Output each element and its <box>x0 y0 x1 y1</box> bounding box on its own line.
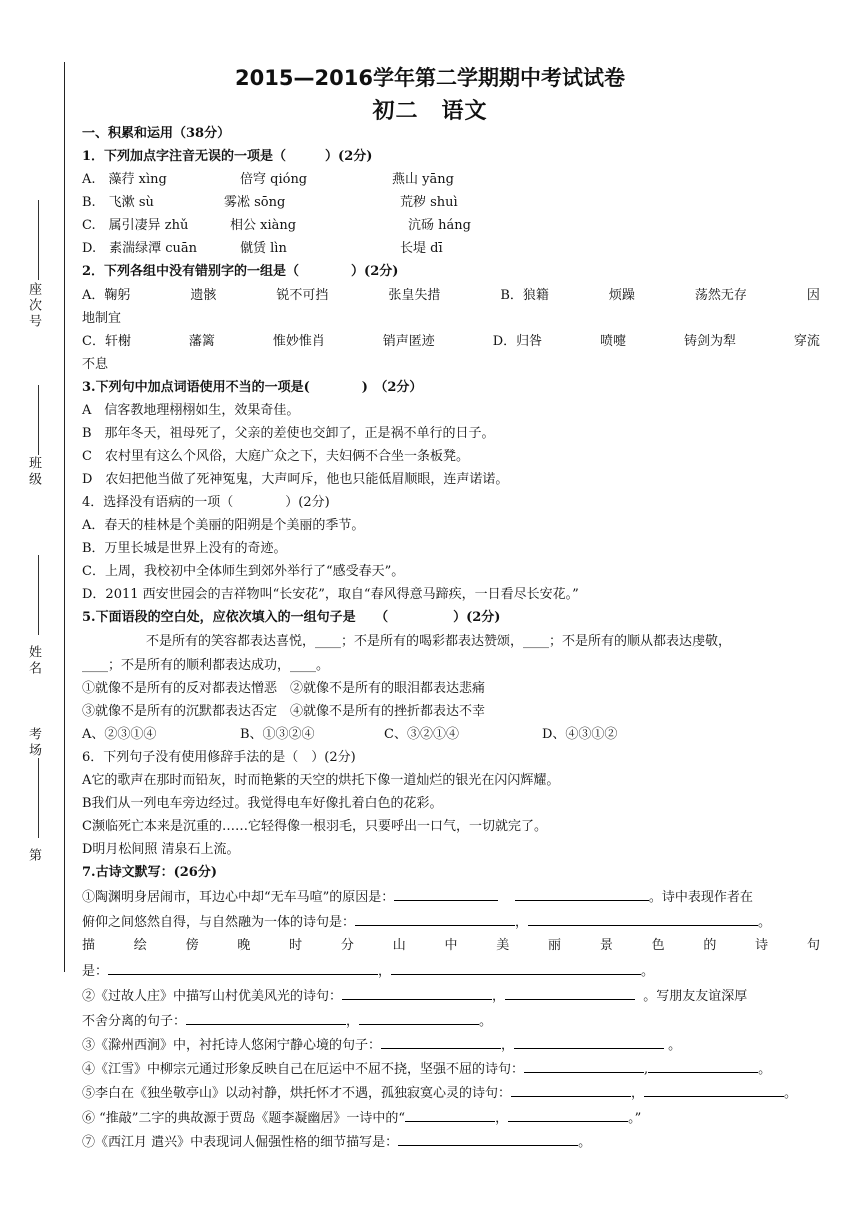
q1-a-1: A. 藻荇 xìng <box>82 172 167 187</box>
q7-line-2: 俯仰之间悠然自得，与自然融为一体的诗句是： ， 。 <box>82 912 820 932</box>
q7-l2-prompt: 俯仰之间悠然自得，与自然融为一体的诗句是： <box>82 915 356 930</box>
q7-line-7: ③《滁州西涧》中，衬托诗人悠闲宁静心境的句子： ， 。 <box>82 1035 820 1055</box>
q2-item: 遗骸 <box>190 288 217 303</box>
q7-l7-prompt: ③《滁州西涧》中，衬托诗人悠闲宁静心境的句子： <box>82 1038 382 1053</box>
q5-paragraph-1: 不是所有的笑容都表达喜悦，____；不是所有的喝彩都表达赞颂，____；不是所有的顺从都表达虔敬， <box>146 634 732 649</box>
q4-option-a: A．春天的桂林是个美丽的阳朔是个美丽的季节。 <box>82 518 365 533</box>
q7-l5-prompt: ②《过故人庄》中描写山村优美风光的诗句： <box>82 989 343 1004</box>
spread-char: 描 <box>82 938 96 953</box>
q1-a-3: 燕山 yāng <box>392 172 454 187</box>
q2-item: B．狼籍 <box>500 288 549 303</box>
q2-item: 因 <box>806 288 820 303</box>
spread-char: 分 <box>340 938 354 953</box>
spread-char: 色 <box>651 938 665 953</box>
q3-option-a: A 信客教地理栩栩如生，效果奇佳。 <box>82 403 300 418</box>
answer-blank[interactable] <box>524 1059 644 1073</box>
seat-blank[interactable] <box>38 200 39 280</box>
q1-d-3: 长堤 dī <box>400 241 443 256</box>
spread-char: 丽 <box>548 938 562 953</box>
q2-item: 锐不可挡 <box>276 288 329 303</box>
q5-sentences-1: ①就像不是所有的反对都表达憎恶 ②就像不是所有的眼泪都表达悲痛 <box>82 681 486 696</box>
q7-line-1 <box>82 887 820 907</box>
q4-option-c: C．上周，我校初中全体师生到郊外举行了“感受春天”。 <box>82 564 405 579</box>
answer-blank[interactable] <box>528 912 758 926</box>
q2-item: 销声匿迹 <box>382 334 435 349</box>
q1-d-1: D. 素湍绿潭 cuān <box>82 241 198 256</box>
q7-l9-prompt: ⑤李白在《独坐敬亭山》以动衬静，烘托怀才不遇，孤独寂寞心灵的诗句： <box>82 1086 512 1101</box>
q5-stem: 5.下面语段的空白处，应依次填入的一组句子是 （ ）(2分) <box>82 610 501 625</box>
q6-option-b: B我们从一列电车旁边经过。我觉得电车好像扎着白色的花彩。 <box>82 796 443 811</box>
q7-stem: 7.古诗文默写：(26分) <box>82 865 217 880</box>
q7-line-8: ④《江雪》中柳宗元通过形象反映自己在厄运中不屈不挠，坚强不屈的诗句： , 。 <box>82 1059 820 1079</box>
q1-c-2: 相公 xiàng <box>230 218 297 233</box>
q2-line-4: 不息 <box>82 357 109 372</box>
q3-option-b: B 那年冬天，祖母死了，父亲的差使也交卸了，正是祸不单行的日子。 <box>82 426 495 441</box>
q1-c-1: C. 属引凄异 zhǔ <box>82 218 189 233</box>
no-label: 第 <box>26 848 41 864</box>
answer-blank[interactable] <box>398 1132 578 1146</box>
q3-option-c: C 农村里有这么个风俗，大庭广众之下，夫妇俩不合坐一条板凳。 <box>82 449 469 464</box>
q6-option-d: D明月松间照 清泉石上流。 <box>82 842 240 857</box>
q2-item: 铸剑为犁 <box>683 334 736 349</box>
answer-blank[interactable] <box>515 887 649 901</box>
answer-blank[interactable] <box>648 1059 758 1073</box>
seat-label: 座次号 <box>26 282 41 330</box>
q2-stem: 2．下列各组中没有错别字的一组是（ ）(2分) <box>82 264 399 279</box>
spread-char: 山 <box>392 938 406 953</box>
spread-char: 晚 <box>237 938 251 953</box>
name-label: 姓名 <box>26 645 41 677</box>
q5-choice-b: B、①③②④ <box>240 727 315 742</box>
answer-blank[interactable] <box>186 1011 346 1025</box>
spread-char: 美 <box>496 938 510 953</box>
q1-b-3: 荒秽 shuì <box>400 195 458 210</box>
q1-c-3: 沆砀 háng <box>408 218 471 233</box>
answer-blank[interactable] <box>505 986 635 1000</box>
q5-choice-d: D、④③①② <box>542 727 618 742</box>
answer-blank[interactable] <box>108 961 378 975</box>
q7-l1-prompt: ①陶渊明身居闹市，耳边心中却“无车马喧”的原因是： <box>82 890 395 905</box>
spread-char: 句 <box>806 938 820 953</box>
room-blank[interactable] <box>38 758 39 838</box>
exam-title: 2015—2016学年第二学期期中考试试卷 <box>235 66 625 90</box>
q7-line-11: ⑦《西江月 遣兴》中表现词人倔强性格的细节描写是： 。 <box>82 1132 820 1152</box>
q5-paragraph-2: ____；不是所有的顺利都表达成功，____。 <box>82 658 330 673</box>
q7-l1-tail: 。诗中表现作者在 <box>648 890 753 905</box>
q2-item: D．归咎 <box>492 334 543 349</box>
q1-b-1: B. 飞漱 sù <box>82 195 154 210</box>
q6-option-a: A它的歌声在那时而铅灰，时而艳紫的天空的烘托下像一道灿烂的银光在闪闪辉耀。 <box>82 773 560 788</box>
q7-l10-tail: 。” <box>628 1111 642 1126</box>
answer-blank[interactable] <box>508 1108 628 1122</box>
spread-char: 景 <box>599 938 613 953</box>
spread-char: 时 <box>289 938 303 953</box>
answer-blank[interactable] <box>381 1035 501 1049</box>
q7-l5-tail: 。写朋友友谊深厚 <box>643 989 748 1004</box>
q6-stem: 6．下列句子没有使用修辞手法的是（ ）(2分) <box>82 750 356 765</box>
spread-char: 中 <box>444 938 458 953</box>
spread-char: 诗 <box>755 938 769 953</box>
spread-char: 的 <box>703 938 717 953</box>
class-blank[interactable] <box>38 385 39 455</box>
q2-item: 荡然无存 <box>694 288 747 303</box>
q7-l4-prompt: 是： <box>82 964 109 979</box>
q2-item: 张皇失措 <box>388 288 441 303</box>
answer-blank[interactable] <box>405 1108 495 1122</box>
spread-char: 绘 <box>133 938 147 953</box>
answer-blank[interactable] <box>355 912 515 926</box>
q7-l10-prompt: ⑥ “推敲”二字的典故源于贾岛《题李凝幽居》一诗中的“ <box>82 1111 406 1126</box>
q2-item: A．鞠躬 <box>82 288 131 303</box>
q5-choice-c: C、③②①④ <box>384 727 459 742</box>
q3-option-d: D 农妇把他当做了死神冤鬼，大声呵斥，他也只能低眉顺眼，连声诺诺。 <box>82 472 509 487</box>
answer-blank[interactable] <box>514 1035 664 1049</box>
class-label: 班级 <box>26 456 41 488</box>
q7-line-5: ②《过故人庄》中描写山村优美风光的诗句： ， 。写朋友友谊深厚 <box>82 986 820 1006</box>
q2-item: 惟妙惟肖 <box>272 334 325 349</box>
q7-l6-prompt: 不舍分离的句子： <box>82 1014 187 1029</box>
exam-subtitle: 初二 语文 <box>372 99 488 124</box>
q2-item: 藩篱 <box>188 334 215 349</box>
answer-blank[interactable] <box>359 1011 479 1025</box>
q2-item: 喷嚏 <box>600 334 627 349</box>
room-label: 考场 <box>26 727 41 759</box>
answer-blank[interactable] <box>511 1083 631 1097</box>
q7-line-10: ⑥ “推敲”二字的典故源于贾岛《题李凝幽居》一诗中的“ ， 。” <box>82 1108 820 1128</box>
q1-d-2: 僦赁 lìn <box>240 241 287 256</box>
q1-stem: 1．下列加点字注音无误的一项是（ ）(2分) <box>82 149 373 164</box>
q2-item: C．轩榭 <box>82 334 131 349</box>
q4-option-d: D．2011 西安世园会的吉祥物叫“长安花”，取自“春风得意马蹄疾，一日看尽长安花。” <box>82 587 579 602</box>
q4-option-b: B．万里长城是世界上没有的奇迹。 <box>82 541 287 556</box>
q7-line-6: 不舍分离的句子： ， 。 <box>82 1011 820 1031</box>
q7-l8-prompt: ④《江雪》中柳宗元通过形象反映自己在厄运中不屈不挠，坚强不屈的诗句： <box>82 1062 525 1077</box>
name-blank[interactable] <box>38 555 39 635</box>
answer-blank[interactable] <box>394 887 498 901</box>
q2-item: 烦躁 <box>608 288 635 303</box>
q2-line-3 <box>82 332 820 351</box>
q7-line-9: ⑤李白在《独坐敬亭山》以动衬静，烘托怀才不遇，孤独寂寞心灵的诗句： ， 。 <box>82 1083 820 1103</box>
q1-a-2: 倍穹 qióng <box>240 172 308 187</box>
q1-b-2: 雾凇 sōng <box>224 195 286 210</box>
section-heading: 一、积累和运用（38分） <box>82 126 231 141</box>
q6-option-c: C濒临死亡本来是沉重的……它轻得像一根羽毛，只要呼出一口气，一切就完了。 <box>82 819 547 834</box>
answer-blank[interactable] <box>391 961 641 975</box>
q5-sentences-2: ③就像不是所有的沉默都表达否定 ④就像不是所有的挫折都表达不幸 <box>82 704 486 719</box>
answer-blank[interactable] <box>644 1083 784 1097</box>
q4-stem: 4．选择没有语病的一项（ ）(2分) <box>82 495 330 510</box>
spread-char: 傍 <box>185 938 199 953</box>
answer-blank[interactable] <box>342 986 492 1000</box>
q5-choice-a: A、②③①④ <box>82 727 157 742</box>
q2-line-2: 地制宜 <box>82 311 122 326</box>
q7-l11-prompt: ⑦《西江月 遣兴》中表现词人倔强性格的细节描写是： <box>82 1135 399 1150</box>
q2-line-1 <box>82 286 820 305</box>
binding-line <box>64 62 65 972</box>
q7-line-3 <box>82 936 820 955</box>
q3-stem: 3.下列句中加点词语使用不当的一项是( ) （2分） <box>82 380 423 395</box>
q7-line-4: 是： ， 。 <box>82 961 820 981</box>
q2-item: 穿流 <box>793 334 820 349</box>
